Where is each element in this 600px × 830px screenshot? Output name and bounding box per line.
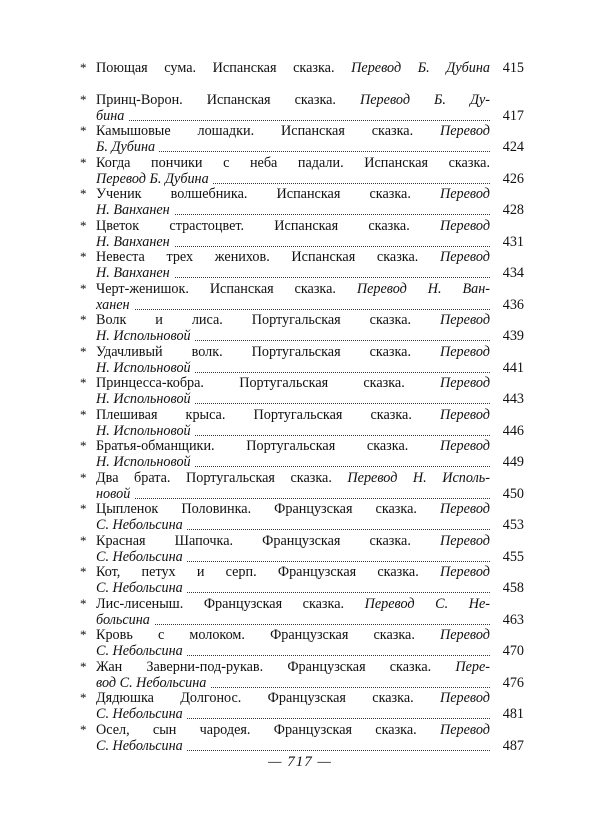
entry-page-number: 463: [502, 611, 524, 628]
entry-page-number: 450: [502, 485, 524, 502]
entry-page-number: 458: [502, 580, 524, 596]
entry-title: Невеста трех женихов. Испанская сказка.: [96, 249, 419, 265]
entry-page-number: 443: [502, 391, 524, 407]
leader-dots: [96, 486, 490, 499]
entry-title: Кот, петух и серп. Французская сказка.: [96, 564, 419, 580]
entry-title: Дядюшка Долгонос. Французская сказка.: [96, 690, 414, 706]
entry-translator-cont: Н. Испольновой: [96, 360, 195, 376]
entry-line-1: [96, 312, 490, 328]
entry-translator-cont: бина: [96, 108, 128, 124]
entry-line-2: [96, 360, 490, 376]
entry-title: Осел, сын чародея. Французская сказка.: [96, 721, 417, 738]
toc-entry: [74, 564, 524, 596]
entry-translator: Перевод: [440, 123, 490, 139]
entry-marker: *: [80, 564, 87, 579]
entry-marker: *: [80, 501, 87, 516]
entry-line-1: [96, 438, 490, 454]
entry-line-1: [96, 564, 490, 580]
entry-line-2: [96, 171, 490, 187]
toc-entry: [74, 123, 524, 155]
entry-marker: *: [80, 406, 87, 422]
entry-page-number: 449: [502, 454, 524, 470]
entry-title: Плешивая крыса. Португальская сказка.: [96, 406, 412, 423]
entry-title: Поющая сума. Испанская сказка.: [96, 60, 335, 76]
entry-line-2: [96, 643, 490, 659]
entry-line-2: [96, 738, 490, 754]
entry-line-2: [96, 612, 490, 628]
entry-page-number: 453: [502, 517, 524, 533]
entry-marker: *: [80, 690, 87, 705]
entry-translator: Перевод Б. Дубина: [351, 60, 490, 76]
toc-entry: [74, 344, 524, 376]
entry-line-2: [96, 517, 490, 533]
entry-line-1: [96, 596, 490, 612]
entry-translator: Перевод: [440, 375, 491, 391]
toc-entry: [74, 690, 524, 722]
entry-translator: Пере-: [455, 658, 490, 675]
entry-marker: *: [80, 280, 87, 296]
toc-entry: [74, 312, 524, 344]
entry-translator-cont: Перевод Б. Дубина: [96, 171, 213, 187]
entry-translator-cont: Б. Дубина: [96, 139, 159, 155]
entry-translator: Перевод С. Не-: [364, 595, 490, 612]
leader-dots: [96, 297, 490, 310]
entry-translator-cont: вод С. Небольсина: [96, 675, 210, 691]
entry-title: Два брата. Португальская сказка.: [96, 469, 332, 486]
entry-translator-cont: С. Небольсина: [96, 580, 187, 596]
entry-page-number: 439: [502, 328, 524, 344]
entry-page-number: 436: [502, 296, 524, 313]
entry-translator: Перевод: [440, 217, 491, 234]
toc-entry: [74, 722, 524, 754]
entry-translator: Перевод: [440, 501, 490, 517]
entry-title: Цветок страстоцвет. Испанская сказка.: [96, 217, 410, 234]
entry-translator: Перевод: [440, 564, 490, 580]
entry-line-1: [96, 470, 490, 486]
entry-line-2: [96, 234, 490, 250]
entry-title: Черт-женишок. Испанская сказка.: [96, 280, 336, 297]
entry-line-2: [96, 108, 490, 124]
entry-page-number: 428: [502, 202, 524, 218]
entry-line-2: [96, 454, 490, 470]
entry-line-2: [96, 580, 490, 596]
entry-title: Когда пончики с неба падали. Испанская сказка.: [96, 154, 490, 171]
entry-marker: *: [80, 595, 87, 611]
entry-title: Лис-лисеныш. Французская сказка.: [96, 595, 345, 612]
entry-translator-cont: больсина: [96, 612, 154, 628]
entry-translator: Перевод: [440, 438, 490, 454]
entry-page-number: 455: [502, 548, 524, 565]
entry-translator: Перевод: [440, 312, 491, 328]
entry-line-2: [96, 706, 490, 722]
entry-line-1: [96, 375, 490, 391]
entry-line-1: [96, 186, 490, 202]
entry-marker: *: [80, 627, 87, 642]
entry-marker: *: [80, 469, 87, 485]
entry-page-number: 487: [502, 737, 524, 754]
entry-title: Братья-обманщики. Португальская сказка.: [96, 438, 409, 454]
entry-line-1: [96, 690, 490, 706]
entry-translator-cont: С. Небольсина: [96, 517, 187, 533]
entry-line-1: [96, 155, 490, 171]
entry-page-number: 470: [502, 643, 524, 659]
toc-entry: [74, 438, 524, 470]
entry-title: Принцесса-кобра. Португальская сказка.: [96, 375, 405, 391]
entry-translator: Перевод: [440, 343, 490, 360]
entry-line-2: [96, 139, 490, 155]
entry-translator-cont: ханен: [96, 297, 134, 313]
leader-dots: [96, 612, 490, 625]
entry-marker: *: [80, 249, 87, 264]
entry-marker: *: [80, 91, 87, 107]
entry-line-2: [96, 328, 490, 344]
entry-line-1: [96, 123, 490, 139]
entry-title: Камышовые лошадки. Испанская сказка.: [96, 123, 414, 139]
table-of-contents: [74, 60, 524, 753]
entry-page-number: 431: [502, 233, 524, 250]
entry-line-1: [96, 407, 490, 423]
toc-entry: [74, 501, 524, 533]
entry-translator-cont: Н. Ванханен: [96, 234, 174, 250]
entry-translator-cont: Н. Испольновой: [96, 454, 195, 470]
entry-line-1: [96, 92, 490, 108]
entry-line-2: [96, 486, 490, 502]
entry-title: Цыпленок Половинка. Французская сказка.: [96, 501, 417, 517]
entry-translator-cont: новой: [96, 486, 134, 502]
entry-marker: *: [80, 658, 87, 674]
toc-entry: [74, 249, 524, 281]
entry-marker: *: [80, 375, 87, 390]
toc-entry: [74, 60, 524, 92]
entry-line-1: [96, 249, 490, 265]
entry-page-number: 426: [502, 170, 524, 187]
entry-line-1: [96, 501, 490, 517]
toc-entry: [74, 533, 524, 565]
entry-page-number: 446: [502, 422, 524, 439]
entry-translator-cont: С. Небольсина: [96, 549, 187, 565]
entry-translator: Перевод: [440, 532, 490, 549]
toc-entry: [74, 659, 524, 691]
entry-translator-cont: Н. Ванханен: [96, 202, 174, 218]
entry-translator-cont: С. Небольсина: [96, 643, 187, 659]
entry-page-number: 415: [502, 60, 524, 76]
toc-entry: [74, 627, 524, 659]
entry-marker: *: [80, 60, 87, 75]
entry-translator-cont: Н. Испольновой: [96, 423, 195, 439]
page-number-footer: — 717 —: [268, 754, 332, 770]
entry-translator: Перевод: [440, 406, 490, 423]
entry-translator: Перевод Н. Исполь-: [347, 469, 490, 486]
entry-marker: *: [80, 343, 87, 359]
entry-translator: Перевод: [440, 721, 490, 738]
entry-line-2: [96, 265, 490, 281]
entry-page-number: 476: [502, 674, 524, 691]
entry-line-2: [96, 297, 490, 313]
toc-entry: [74, 155, 524, 187]
entry-page-number: 434: [502, 265, 524, 281]
toc-entry: [74, 218, 524, 250]
toc-entry: [74, 375, 524, 407]
entry-marker: *: [80, 186, 87, 201]
entry-line-1: [96, 344, 490, 360]
entry-translator: Перевод: [440, 690, 490, 706]
entry-line-1: [96, 722, 490, 738]
entry-marker: *: [80, 154, 87, 170]
entry-line-2: [96, 391, 490, 407]
entry-translator-cont: Н. Испольновой: [96, 328, 195, 344]
leader-dots: [96, 108, 490, 121]
toc-entry: [74, 470, 524, 502]
entry-marker: *: [80, 312, 87, 327]
entry-marker: *: [80, 217, 87, 233]
entry-title: Жан Заверни-под-рукав. Французская сказка.: [96, 658, 432, 675]
entry-line-2: [96, 202, 490, 218]
entry-title: Удачливый волк. Португальская сказка.: [96, 343, 411, 360]
entry-translator-cont: Н. Испольновой: [96, 391, 195, 407]
toc-entry: [74, 407, 524, 439]
entry-translator-cont: Н. Ванханен: [96, 265, 174, 281]
entry-title: Ученик волшебника. Испанская сказка.: [96, 186, 411, 202]
entry-title: Волк и лиса. Португальская сказка.: [96, 312, 412, 328]
entry-marker: *: [80, 721, 87, 737]
entry-line-1: [96, 218, 490, 234]
entry-translator: Перевод Б. Ду-: [360, 91, 491, 108]
entry-page-number: 441: [502, 359, 524, 376]
entry-marker: *: [80, 532, 87, 548]
entry-marker: *: [80, 438, 87, 453]
entry-line-1: [96, 533, 490, 549]
entry-title: Красная Шапочка. Французская сказка.: [96, 532, 411, 549]
entry-line-2: [96, 423, 490, 439]
entry-title: Принц-Ворон. Испанская сказка.: [96, 91, 336, 108]
entry-line-2: [96, 549, 490, 565]
entry-line-1: [96, 627, 490, 643]
toc-entry: [74, 186, 524, 218]
entry-page-number: 481: [502, 706, 524, 722]
entry-line-1: [96, 281, 490, 297]
entry-translator-cont: С. Небольсина: [96, 706, 187, 722]
toc-entry: [74, 92, 524, 124]
toc-entry: [74, 596, 524, 628]
entry-page-number: 417: [502, 107, 524, 124]
entry-title: Кровь с молоком. Французская сказка.: [96, 627, 415, 643]
entry-translator: Перевод: [440, 186, 490, 202]
entry-line-1: [96, 60, 490, 76]
entry-marker: *: [80, 123, 87, 138]
entry-line-2: [96, 675, 490, 691]
entry-translator-cont: С. Небольсина: [96, 738, 187, 754]
entry-line-1: [96, 659, 490, 675]
entry-page-number: 424: [502, 139, 524, 155]
toc-entry: [74, 281, 524, 313]
entry-translator: Перевод: [440, 249, 490, 265]
entry-translator: Перевод Н. Ван-: [356, 280, 490, 297]
entry-translator: Перевод: [440, 627, 490, 643]
